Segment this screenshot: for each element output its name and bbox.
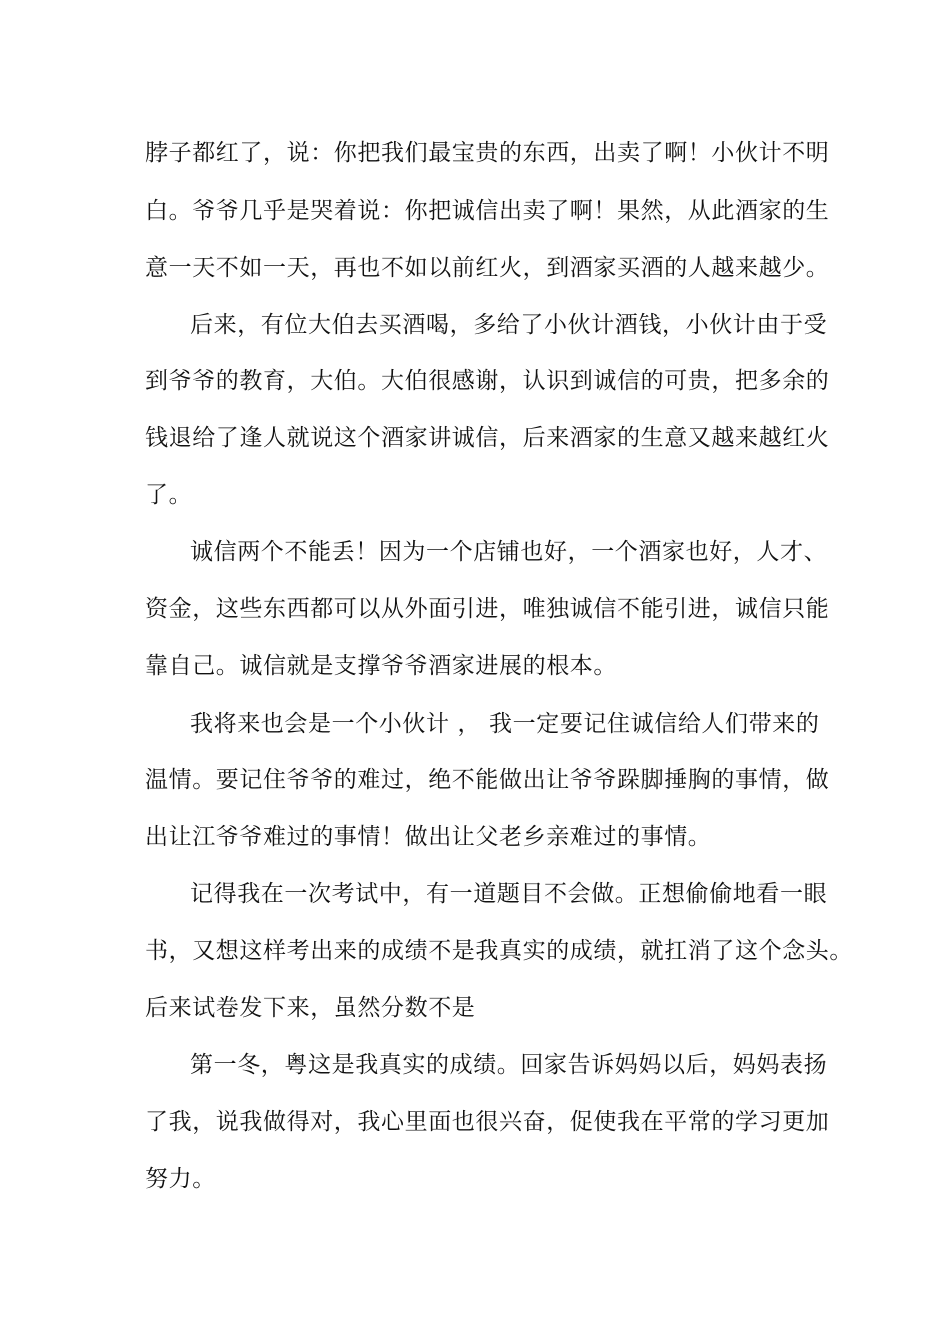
- text-line: 意一天不如一天，再也不如以前红火，到酒家买酒的人越来越少。: [145, 255, 830, 281]
- text-line: 白。爷爷几乎是哭着说：你把诚信出卖了啊！果然，从此酒家的生: [145, 198, 830, 224]
- text-line: 到爷爷的教育，大伯。大伯很感谢，认识到诚信的可贵，把多余的: [145, 368, 830, 394]
- text-line: 靠自己。诚信就是支撑爷爷酒家进展的根本。: [145, 653, 617, 679]
- text-line: 了我，说我做得对，我心里面也很兴奋，促使我在平常的学习更加: [145, 1109, 830, 1135]
- text-line: 记得我在一次考试中，有一道题目不会做。正想偷偷地看一眼: [190, 881, 828, 907]
- text-line: 书，又想这样考出来的成绩不是我真实的成绩，就扛消了这个念头。: [145, 938, 853, 964]
- text-line: 温情。要记住爷爷的难过，绝不能做出让爷爷跺脚捶胸的事情，做: [145, 767, 830, 793]
- text-line: 我将来也会是一个小伙计 ， 我一定要记住诚信给人们带来的: [190, 711, 820, 737]
- text-line: 了。: [145, 482, 193, 508]
- text-line: 出让江爷爷难过的事情！做出让父老乡亲难过的事情。: [145, 824, 712, 850]
- text-line: 努力。: [145, 1166, 216, 1192]
- text-line: 资金，这些东西都可以从外面引进，唯独诚信不能引进，诚信只能: [145, 596, 830, 622]
- text-line: 诚信两个不能丢！因为一个店铺也好，一个酒家也好，人才、: [190, 539, 828, 565]
- text-line: 脖子都红了，说：你把我们最宝贵的东西，出卖了啊！小伙计不明: [145, 140, 830, 166]
- text-line: 后来，有位大伯去买酒喝，多给了小伙计酒钱，小伙计由于受: [190, 312, 828, 338]
- text-line: 钱退给了逢人就说这个酒家讲诚信，后来酒家的生意又越来越红火: [145, 425, 830, 451]
- text-line: 第一冬，粤这是我真实的成绩。回家告诉妈妈以后，妈妈表扬: [190, 1052, 828, 1078]
- text-line: 后来试卷发下来，虽然分数不是: [145, 995, 476, 1021]
